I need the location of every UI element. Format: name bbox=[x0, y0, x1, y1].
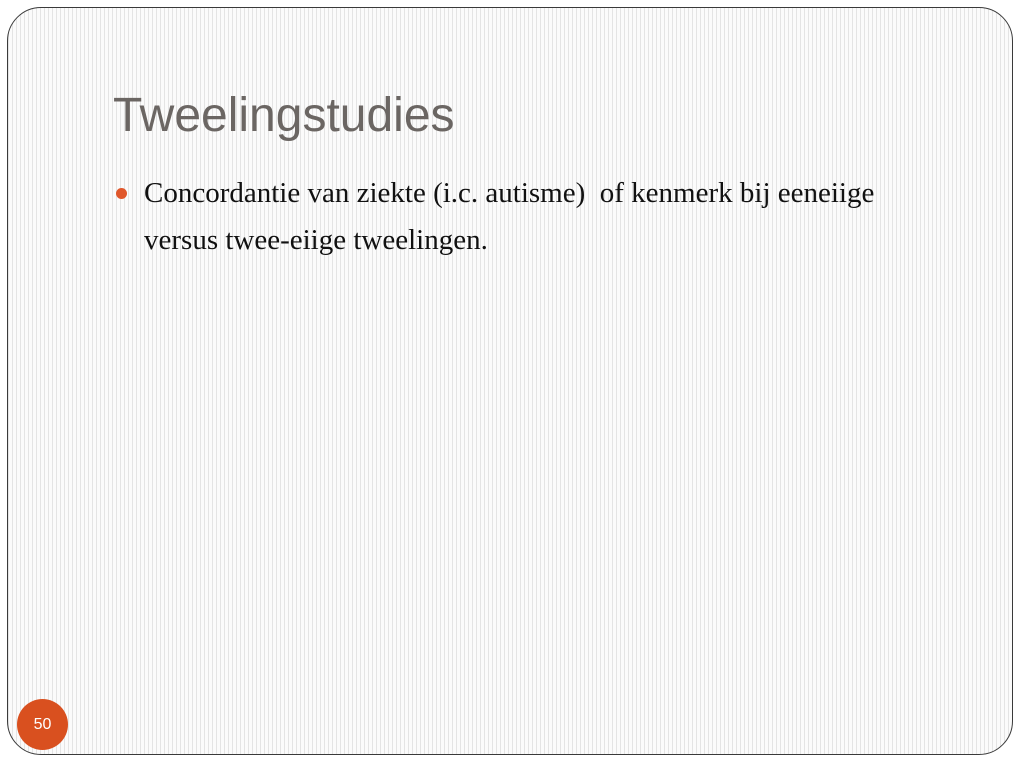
bullet-text: Concordantie van ziekte (i.c. autisme) of kenmerk bij eeneiige versus twee-eiige tweelingen. bbox=[144, 177, 882, 256]
page-number: 50 bbox=[33, 715, 52, 733]
slide-title: Tweelingstudies bbox=[113, 89, 455, 142]
page-number-badge bbox=[17, 699, 68, 750]
bullet-list bbox=[113, 170, 913, 264]
bullet-dot-icon bbox=[116, 188, 127, 199]
bullet-item bbox=[113, 170, 913, 264]
slide-frame bbox=[7, 7, 1013, 755]
